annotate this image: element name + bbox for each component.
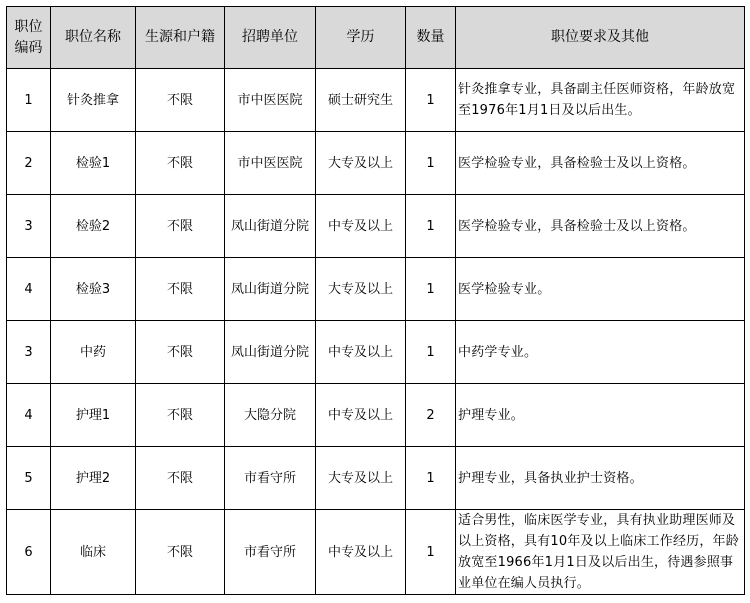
header-education: 学历 [316, 7, 406, 69]
cell-education: 大专及以上 [316, 258, 406, 321]
table-row [7, 258, 745, 321]
cell-origin: 不限 [136, 447, 225, 510]
cell-origin: 不限 [136, 384, 225, 447]
table-row [7, 195, 745, 258]
cell-requirements: 中药学专业。 [456, 321, 745, 384]
cell-code: 1 [7, 69, 51, 132]
cell-education: 硕士研究生 [316, 69, 406, 132]
cell-education: 中专及以上 [316, 321, 406, 384]
cell-education: 大专及以上 [316, 132, 406, 195]
cell-unit: 凤山街道分院 [225, 195, 316, 258]
cell-code: 5 [7, 447, 51, 510]
cell-requirements: 护理专业。 [456, 384, 745, 447]
cell-count: 1 [406, 510, 456, 595]
cell-requirements: 护理专业，具备执业护士资格。 [456, 447, 745, 510]
cell-unit: 市中医医院 [225, 132, 316, 195]
table-row [7, 384, 745, 447]
cell-education: 中专及以上 [316, 195, 406, 258]
table-row [7, 510, 745, 595]
cell-unit: 凤山街道分院 [225, 258, 316, 321]
cell-name: 针灸推拿 [51, 69, 136, 132]
cell-count: 1 [406, 321, 456, 384]
cell-unit: 市中医医院 [225, 69, 316, 132]
cell-origin: 不限 [136, 132, 225, 195]
cell-origin: 不限 [136, 258, 225, 321]
cell-education: 中专及以上 [316, 384, 406, 447]
cell-count: 1 [406, 195, 456, 258]
cell-unit: 市看守所 [225, 447, 316, 510]
cell-unit: 凤山街道分院 [225, 321, 316, 384]
header-unit: 招聘单位 [225, 7, 316, 69]
header-code: 职位编码 [7, 7, 51, 69]
cell-origin: 不限 [136, 321, 225, 384]
cell-name: 临床 [51, 510, 136, 595]
cell-count: 2 [406, 384, 456, 447]
cell-origin: 不限 [136, 195, 225, 258]
header-requirements: 职位要求及其他 [456, 7, 745, 69]
table-row [7, 69, 745, 132]
header-row [7, 7, 745, 69]
cell-unit: 大隐分院 [225, 384, 316, 447]
cell-requirements: 医学检验专业，具备检验士及以上资格。 [456, 132, 745, 195]
cell-name: 中药 [51, 321, 136, 384]
header-count: 数量 [406, 7, 456, 69]
cell-count: 1 [406, 132, 456, 195]
cell-name: 检验2 [51, 195, 136, 258]
cell-code: 4 [7, 384, 51, 447]
cell-education: 大专及以上 [316, 447, 406, 510]
header-name: 职位名称 [51, 7, 136, 69]
cell-requirements: 医学检验专业，具备检验士及以上资格。 [456, 195, 745, 258]
cell-unit: 市看守所 [225, 510, 316, 595]
table-row [7, 447, 745, 510]
cell-name: 护理1 [51, 384, 136, 447]
header-origin: 生源和户籍 [136, 7, 225, 69]
cell-count: 1 [406, 258, 456, 321]
cell-requirements: 医学检验专业。 [456, 258, 745, 321]
cell-education: 中专及以上 [316, 510, 406, 595]
cell-code: 3 [7, 321, 51, 384]
cell-name: 护理2 [51, 447, 136, 510]
cell-code: 2 [7, 132, 51, 195]
cell-requirements: 针灸推拿专业，具备副主任医师资格，年龄放宽至1976年1月1日及以后出生。 [456, 69, 745, 132]
cell-origin: 不限 [136, 69, 225, 132]
cell-code: 3 [7, 195, 51, 258]
recruitment-table [6, 6, 745, 595]
table-row [7, 321, 745, 384]
cell-count: 1 [406, 69, 456, 132]
cell-origin: 不限 [136, 510, 225, 595]
cell-count: 1 [406, 447, 456, 510]
table-row [7, 132, 745, 195]
cell-name: 检验1 [51, 132, 136, 195]
cell-requirements: 适合男性，临床医学专业，具有执业助理医师及以上资格，具有10年及以上临床工作经历，年龄放宽至1966年1月1日及以后出生，待遇参照事业单位在编人员执行。 [456, 510, 745, 595]
cell-code: 4 [7, 258, 51, 321]
cell-name: 检验3 [51, 258, 136, 321]
cell-code: 6 [7, 510, 51, 595]
